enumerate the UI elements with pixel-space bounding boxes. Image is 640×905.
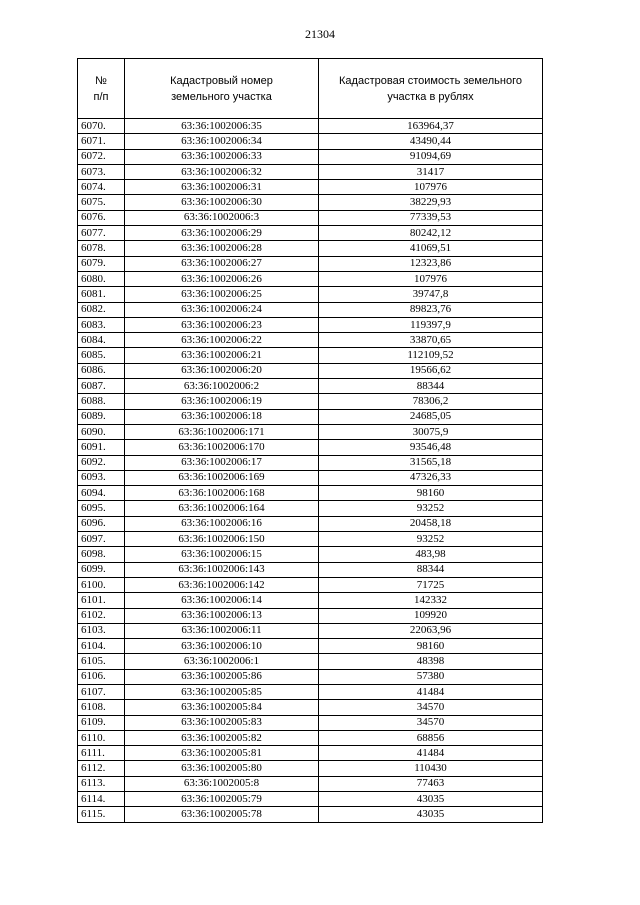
table-row <box>78 363 543 378</box>
cadastral-number-cell: 63:36:1002006:23 <box>125 317 319 332</box>
row-number-cell: 6071. <box>78 134 125 149</box>
table-row <box>78 409 543 424</box>
table-row <box>78 761 543 776</box>
table-row <box>78 287 543 302</box>
cadastral-value-cell: 43490,44 <box>319 134 543 149</box>
cadastral-number-cell: 63:36:1002006:21 <box>125 348 319 363</box>
table-row <box>78 593 543 608</box>
header-cadastral-value-line-2: участка в рублях <box>387 90 474 103</box>
row-number-cell: 6089. <box>78 409 125 424</box>
cadastral-number-cell: 63:36:1002006:143 <box>125 562 319 577</box>
cadastral-number-cell: 63:36:1002006:1 <box>125 654 319 669</box>
table-row <box>78 379 543 394</box>
row-number-cell: 6072. <box>78 149 125 164</box>
cadastral-value-cell: 41484 <box>319 746 543 761</box>
cadastral-number-cell: 63:36:1002006:29 <box>125 226 319 241</box>
cadastral-value-cell: 107976 <box>319 271 543 286</box>
cadastral-number-cell: 63:36:1002006:14 <box>125 593 319 608</box>
cadastral-number-cell: 63:36:1002006:15 <box>125 547 319 562</box>
cadastral-value-cell: 142332 <box>319 593 543 608</box>
cadastral-number-cell: 63:36:1002005:83 <box>125 715 319 730</box>
table-row <box>78 623 543 638</box>
cadastral-number-cell: 63:36:1002005:86 <box>125 669 319 684</box>
table-row <box>78 684 543 699</box>
table-row <box>78 730 543 745</box>
row-number-cell: 6070. <box>78 119 125 134</box>
cadastral-value-cell: 78306,2 <box>319 394 543 409</box>
row-number-cell: 6085. <box>78 348 125 363</box>
header-row <box>78 59 543 119</box>
cadastral-value-cell: 77463 <box>319 776 543 791</box>
row-number-cell: 6104. <box>78 639 125 654</box>
row-number-cell: 6086. <box>78 363 125 378</box>
cadastral-value-cell: 88344 <box>319 562 543 577</box>
table-row <box>78 746 543 761</box>
row-number-cell: 6115. <box>78 807 125 822</box>
cadastral-number-cell: 63:36:1002006:16 <box>125 516 319 531</box>
cadastral-number-cell: 63:36:1002006:27 <box>125 256 319 271</box>
cadastral-value-cell: 93546,48 <box>319 440 543 455</box>
row-number-cell: 6088. <box>78 394 125 409</box>
table-row <box>78 226 543 241</box>
row-number-cell: 6102. <box>78 608 125 623</box>
table-row <box>78 119 543 134</box>
cadastral-value-cell: 31565,18 <box>319 455 543 470</box>
row-number-cell: 6103. <box>78 623 125 638</box>
row-number-cell: 6083. <box>78 317 125 332</box>
table-row <box>78 164 543 179</box>
cadastral-number-cell: 63:36:1002006:34 <box>125 134 319 149</box>
cadastral-number-cell: 63:36:1002006:169 <box>125 470 319 485</box>
table-row <box>78 302 543 317</box>
header-cadastral-value-line-1: Кадастровая стоимость земельного <box>339 74 522 87</box>
cadastral-number-cell: 63:36:1002006:28 <box>125 241 319 256</box>
table-row <box>78 639 543 654</box>
cadastral-value-cell: 48398 <box>319 654 543 669</box>
table-row <box>78 180 543 195</box>
header-cadastral-number-line-1: Кадастровый номер <box>170 74 273 87</box>
header-row-number <box>78 59 125 119</box>
cadastral-number-cell: 63:36:1002006:24 <box>125 302 319 317</box>
row-number-cell: 6073. <box>78 164 125 179</box>
cadastral-number-cell: 63:36:1002005:81 <box>125 746 319 761</box>
table-row <box>78 440 543 455</box>
table-row <box>78 256 543 271</box>
cadastral-number-cell: 63:36:1002005:84 <box>125 700 319 715</box>
cadastral-value-cell: 57380 <box>319 669 543 684</box>
row-number-cell: 6074. <box>78 180 125 195</box>
table-row <box>78 700 543 715</box>
cadastral-value-cell: 110430 <box>319 761 543 776</box>
row-number-cell: 6106. <box>78 669 125 684</box>
cadastral-number-cell: 63:36:1002005:79 <box>125 792 319 807</box>
row-number-cell: 6099. <box>78 562 125 577</box>
cadastral-value-cell: 41484 <box>319 684 543 699</box>
cadastral-value-cell: 38229,93 <box>319 195 543 210</box>
cadastral-value-cell: 91094,69 <box>319 149 543 164</box>
row-number-cell: 6079. <box>78 256 125 271</box>
cadastral-number-cell: 63:36:1002006:19 <box>125 394 319 409</box>
cadastral-number-cell: 63:36:1002006:11 <box>125 623 319 638</box>
row-number-cell: 6095. <box>78 501 125 516</box>
table-row <box>78 470 543 485</box>
cadastral-number-cell: 63:36:1002006:33 <box>125 149 319 164</box>
header-row-number-line-1: № <box>95 74 107 87</box>
cadastral-number-cell: 63:36:1002006:10 <box>125 639 319 654</box>
row-number-cell: 6075. <box>78 195 125 210</box>
row-number-cell: 6090. <box>78 424 125 439</box>
table-body <box>78 119 543 823</box>
cadastral-value-cell: 71725 <box>319 577 543 592</box>
cadastral-number-cell: 63:36:1002006:25 <box>125 287 319 302</box>
cadastral-value-cell: 12323,86 <box>319 256 543 271</box>
cadastral-value-cell: 107976 <box>319 180 543 195</box>
cadastral-value-table <box>77 58 543 823</box>
table-row <box>78 608 543 623</box>
cadastral-number-cell: 63:36:1002005:78 <box>125 807 319 822</box>
header-row-number-line-2: п/п <box>93 90 109 103</box>
table-row <box>78 776 543 791</box>
row-number-cell: 6082. <box>78 302 125 317</box>
table-header <box>78 59 543 119</box>
cadastral-value-cell: 109920 <box>319 608 543 623</box>
cadastral-value-cell: 68856 <box>319 730 543 745</box>
table-row <box>78 348 543 363</box>
row-number-cell: 6094. <box>78 486 125 501</box>
cadastral-value-cell: 93252 <box>319 532 543 547</box>
cadastral-number-cell: 63:36:1002005:8 <box>125 776 319 791</box>
cadastral-number-cell: 63:36:1002006:168 <box>125 486 319 501</box>
cadastral-value-cell: 88344 <box>319 379 543 394</box>
table-row <box>78 562 543 577</box>
cadastral-value-cell: 47326,33 <box>319 470 543 485</box>
table-row <box>78 807 543 822</box>
row-number-cell: 6096. <box>78 516 125 531</box>
header-cadastral-value <box>319 59 543 119</box>
row-number-cell: 6091. <box>78 440 125 455</box>
table-row <box>78 715 543 730</box>
cadastral-number-cell: 63:36:1002006:170 <box>125 440 319 455</box>
table-row <box>78 317 543 332</box>
table-row <box>78 271 543 286</box>
cadastral-number-cell: 63:36:1002006:35 <box>125 119 319 134</box>
cadastral-number-cell: 63:36:1002006:164 <box>125 501 319 516</box>
cadastral-value-cell: 483,98 <box>319 547 543 562</box>
cadastral-value-cell: 41069,51 <box>319 241 543 256</box>
row-number-cell: 6107. <box>78 684 125 699</box>
row-number-cell: 6092. <box>78 455 125 470</box>
row-number-cell: 6097. <box>78 532 125 547</box>
cadastral-number-cell: 63:36:1002006:3 <box>125 210 319 225</box>
header-cadastral-number <box>125 59 319 119</box>
page-number: 21304 <box>305 27 335 41</box>
row-number-cell: 6100. <box>78 577 125 592</box>
row-number-cell: 6112. <box>78 761 125 776</box>
cadastral-value-cell: 39747,8 <box>319 287 543 302</box>
cadastral-value-cell: 98160 <box>319 486 543 501</box>
cadastral-number-cell: 63:36:1002005:80 <box>125 761 319 776</box>
row-number-cell: 6113. <box>78 776 125 791</box>
table-row <box>78 210 543 225</box>
cadastral-value-cell: 33870,65 <box>319 333 543 348</box>
cadastral-number-cell: 63:36:1002006:2 <box>125 379 319 394</box>
cadastral-value-cell: 98160 <box>319 639 543 654</box>
cadastral-number-cell: 63:36:1002006:22 <box>125 333 319 348</box>
cadastral-value-cell: 43035 <box>319 792 543 807</box>
row-number-cell: 6101. <box>78 593 125 608</box>
cadastral-number-cell: 63:36:1002006:17 <box>125 455 319 470</box>
cadastral-value-cell: 22063,96 <box>319 623 543 638</box>
row-number-cell: 6084. <box>78 333 125 348</box>
cadastral-value-cell: 93252 <box>319 501 543 516</box>
row-number-cell: 6109. <box>78 715 125 730</box>
table-row <box>78 532 543 547</box>
cadastral-value-cell: 34570 <box>319 715 543 730</box>
row-number-cell: 6087. <box>78 379 125 394</box>
cadastral-number-cell: 63:36:1002006:18 <box>125 409 319 424</box>
cadastral-value-cell: 112109,52 <box>319 348 543 363</box>
row-number-cell: 6098. <box>78 547 125 562</box>
table-row <box>78 149 543 164</box>
cadastral-value-cell: 31417 <box>319 164 543 179</box>
table-row <box>78 669 543 684</box>
cadastral-number-cell: 63:36:1002005:85 <box>125 684 319 699</box>
table-row <box>78 195 543 210</box>
table-row <box>78 501 543 516</box>
table-row <box>78 394 543 409</box>
row-number-cell: 6080. <box>78 271 125 286</box>
row-number-cell: 6093. <box>78 470 125 485</box>
cadastral-value-cell: 89823,76 <box>319 302 543 317</box>
row-number-cell: 6111. <box>78 746 125 761</box>
row-number-cell: 6078. <box>78 241 125 256</box>
cadastral-number-cell: 63:36:1002006:20 <box>125 363 319 378</box>
table-row <box>78 134 543 149</box>
table-row <box>78 547 543 562</box>
row-number-cell: 6114. <box>78 792 125 807</box>
table-row <box>78 654 543 669</box>
cadastral-value-cell: 24685,05 <box>319 409 543 424</box>
cadastral-number-cell: 63:36:1002006:31 <box>125 180 319 195</box>
cadastral-number-cell: 63:36:1002006:26 <box>125 271 319 286</box>
cadastral-value-cell: 119397,9 <box>319 317 543 332</box>
cadastral-value-cell: 77339,53 <box>319 210 543 225</box>
cadastral-value-cell: 19566,62 <box>319 363 543 378</box>
cadastral-value-cell: 80242,12 <box>319 226 543 241</box>
row-number-cell: 6076. <box>78 210 125 225</box>
table-row <box>78 424 543 439</box>
table-row <box>78 792 543 807</box>
row-number-cell: 6081. <box>78 287 125 302</box>
table-row <box>78 455 543 470</box>
cadastral-value-cell: 163964,37 <box>319 119 543 134</box>
table-row <box>78 516 543 531</box>
cadastral-value-cell: 30075,9 <box>319 424 543 439</box>
cadastral-value-cell: 34570 <box>319 700 543 715</box>
row-number-cell: 6077. <box>78 226 125 241</box>
cadastral-number-cell: 63:36:1002006:13 <box>125 608 319 623</box>
header-cadastral-number-line-2: земельного участка <box>171 90 272 103</box>
cadastral-number-cell: 63:36:1002006:30 <box>125 195 319 210</box>
table-row <box>78 486 543 501</box>
row-number-cell: 6110. <box>78 730 125 745</box>
table-row <box>78 577 543 592</box>
cadastral-number-cell: 63:36:1002006:142 <box>125 577 319 592</box>
row-number-cell: 6105. <box>78 654 125 669</box>
table-row <box>78 333 543 348</box>
cadastral-number-cell: 63:36:1002006:171 <box>125 424 319 439</box>
cadastral-value-cell: 43035 <box>319 807 543 822</box>
cadastral-number-cell: 63:36:1002006:150 <box>125 532 319 547</box>
cadastral-number-cell: 63:36:1002005:82 <box>125 730 319 745</box>
cadastral-value-cell: 20458,18 <box>319 516 543 531</box>
cadastral-number-cell: 63:36:1002006:32 <box>125 164 319 179</box>
table-row <box>78 241 543 256</box>
row-number-cell: 6108. <box>78 700 125 715</box>
